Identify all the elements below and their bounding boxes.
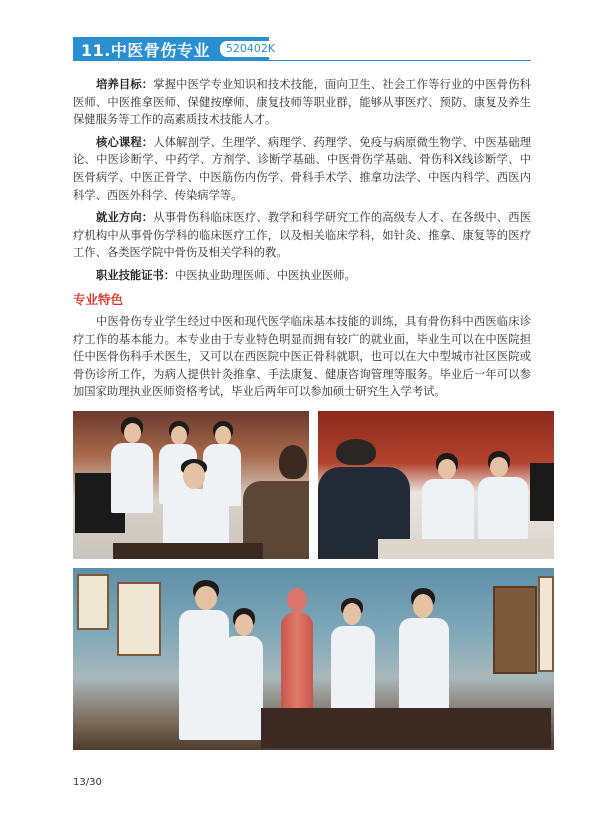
anatomy-teaching-photo <box>73 568 554 750</box>
employment-text: 从事骨伤科临床医疗、教学和科学研究工作的高级专人才、在各级中、西医疗机构中从事骨伤学科的临床医疗工作，以及相关临床学科，如针灸、推拿、康复等的医疗工作、各类医学院中骨伤及相关学科的教。 <box>73 211 531 260</box>
clinic-consultation-photo <box>73 411 309 559</box>
employment-label: 就业方向： <box>96 211 154 225</box>
employment-paragraph <box>73 209 531 262</box>
header-divider <box>73 60 531 61</box>
certificate-text: 中医执业助理医师、中医执业医师。 <box>175 268 356 282</box>
core-courses-label: 核心课程： <box>96 135 154 149</box>
certificate-paragraph <box>73 267 531 285</box>
major-code-badge: 520402K <box>220 41 281 57</box>
section-header <box>73 37 276 61</box>
training-goal-label: 培养目标： <box>96 78 154 91</box>
feature-text: 中医骨伤专业学生经过中医和现代医学临床基本技能的训练，具有骨伤科中西医临床诊疗工作的基本能力。本专业由于专业特色明显而拥有较广的就业面，毕业生可以在中医院担任中医骨伤科手术医生，又可以在西医院中医正骨科就职，也可以在大中型城市社区医院或骨伤诊所工作，为病人提供针灸推拿、手法康复、健康咨询管理等服务。毕业后一年可以参加国家助理执业医师资格考试，毕业后两年可以参加硕士研究生入学考试。 <box>73 315 531 399</box>
training-goal-text: 掌握中医学专业知识和技术技能，面向卫生、社会工作等行业的中医骨伤科医师、中医推拿医师、保健按摩师、康复技师等职业群，能够从事医疗、预防、康复及养生保健服务等工作的高素质技术技能人才。 <box>73 78 531 127</box>
core-courses-text: 人体解剖学、生理学、病理学、药理学、免疫与病原微生物学、中医基础理论、中医诊断学、中药学、方剂学、诊断学基础、中医骨伤学基础、骨伤科X线诊断学、中医骨病学、中医正骨学、中医筋伤内伤学、骨科手术学、推拿功法学、中医内科学、西医内科学、西医外科学、传染病学等。 <box>73 135 531 202</box>
major-description <box>73 76 531 285</box>
page-number: 13/30 <box>73 777 102 788</box>
major-title: 11.中医骨伤专业 <box>81 40 210 60</box>
patient-visit-photo <box>318 411 554 559</box>
feature-section-title: 专业特色 <box>73 292 124 307</box>
core-courses-paragraph <box>73 134 531 204</box>
certificate-label: 职业技能证书： <box>96 268 176 282</box>
training-goal-paragraph <box>73 76 531 129</box>
